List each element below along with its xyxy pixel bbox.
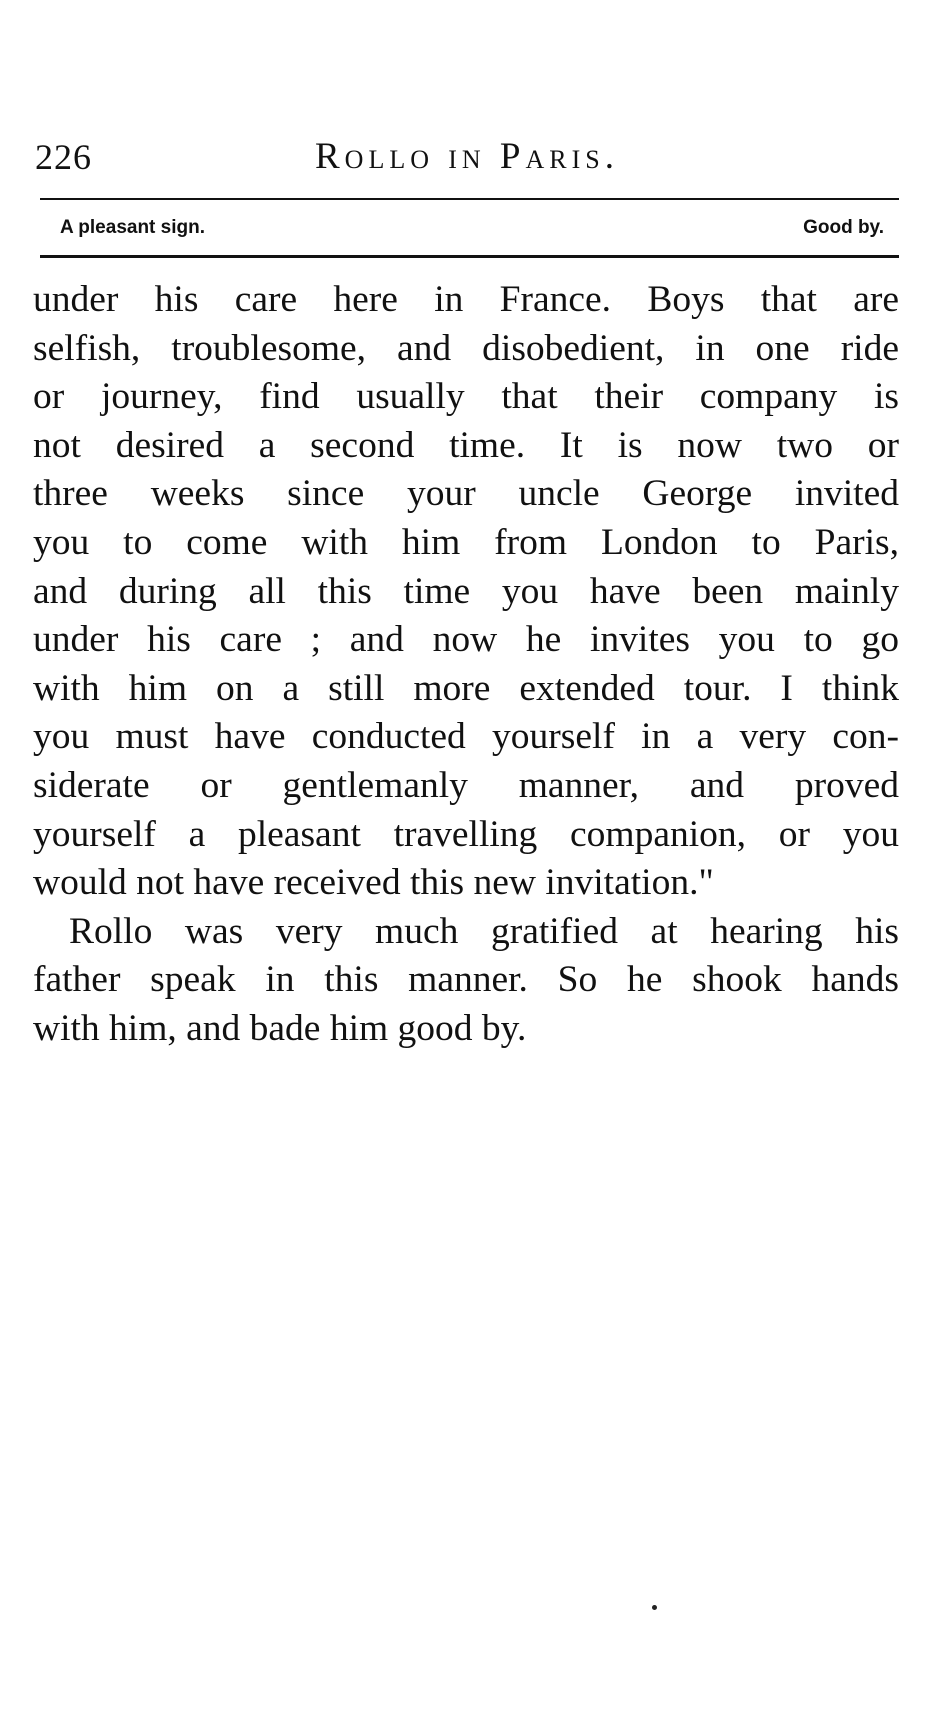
running-head bbox=[35, 135, 899, 179]
page-number: 226 bbox=[35, 137, 92, 177]
text-line: selfish, troublesome, and disobedient, in one ride bbox=[33, 327, 899, 369]
text-line: you must have conducted yourself in a very con- bbox=[33, 716, 899, 758]
text-line: with him, and bade him good by. bbox=[33, 1007, 527, 1049]
text-line: father speak in this manner. So he shook hands bbox=[33, 959, 899, 1001]
text-line: would not have received this new invitation." bbox=[33, 862, 714, 904]
print-speck bbox=[652, 1605, 657, 1610]
body-text bbox=[33, 276, 899, 1054]
book-title: Rollo in Paris. bbox=[315, 136, 619, 177]
paragraph-start-line: Rollo was very much gratified at hearing his bbox=[69, 910, 899, 952]
text-line: with him on a still more extended tour. I think bbox=[33, 667, 899, 709]
text-line: not desired a second time. It is now two or bbox=[33, 424, 899, 466]
text-line: yourself a pleasant travelling companion, or you bbox=[33, 813, 899, 855]
header-rule-top bbox=[40, 198, 899, 200]
sidenote-bar bbox=[60, 213, 884, 243]
text-line: or journey, find usually that their company is bbox=[33, 376, 899, 418]
header-rule-bottom bbox=[40, 255, 899, 258]
text-line: you to come with him from London to Paris, bbox=[33, 521, 899, 563]
text-line: siderate or gentlemanly manner, and proved bbox=[33, 764, 899, 806]
sidenote-left: A pleasant sign. bbox=[60, 217, 205, 238]
text-line: under his care ; and now he invites you to go bbox=[33, 619, 899, 661]
text-line: under his care here in France. Boys that are bbox=[33, 279, 899, 320]
text-line: three weeks since your uncle George invited bbox=[33, 473, 899, 515]
sidenote-right: Good by. bbox=[803, 217, 884, 238]
text-line: and during all this time you have been mainly bbox=[33, 570, 899, 612]
